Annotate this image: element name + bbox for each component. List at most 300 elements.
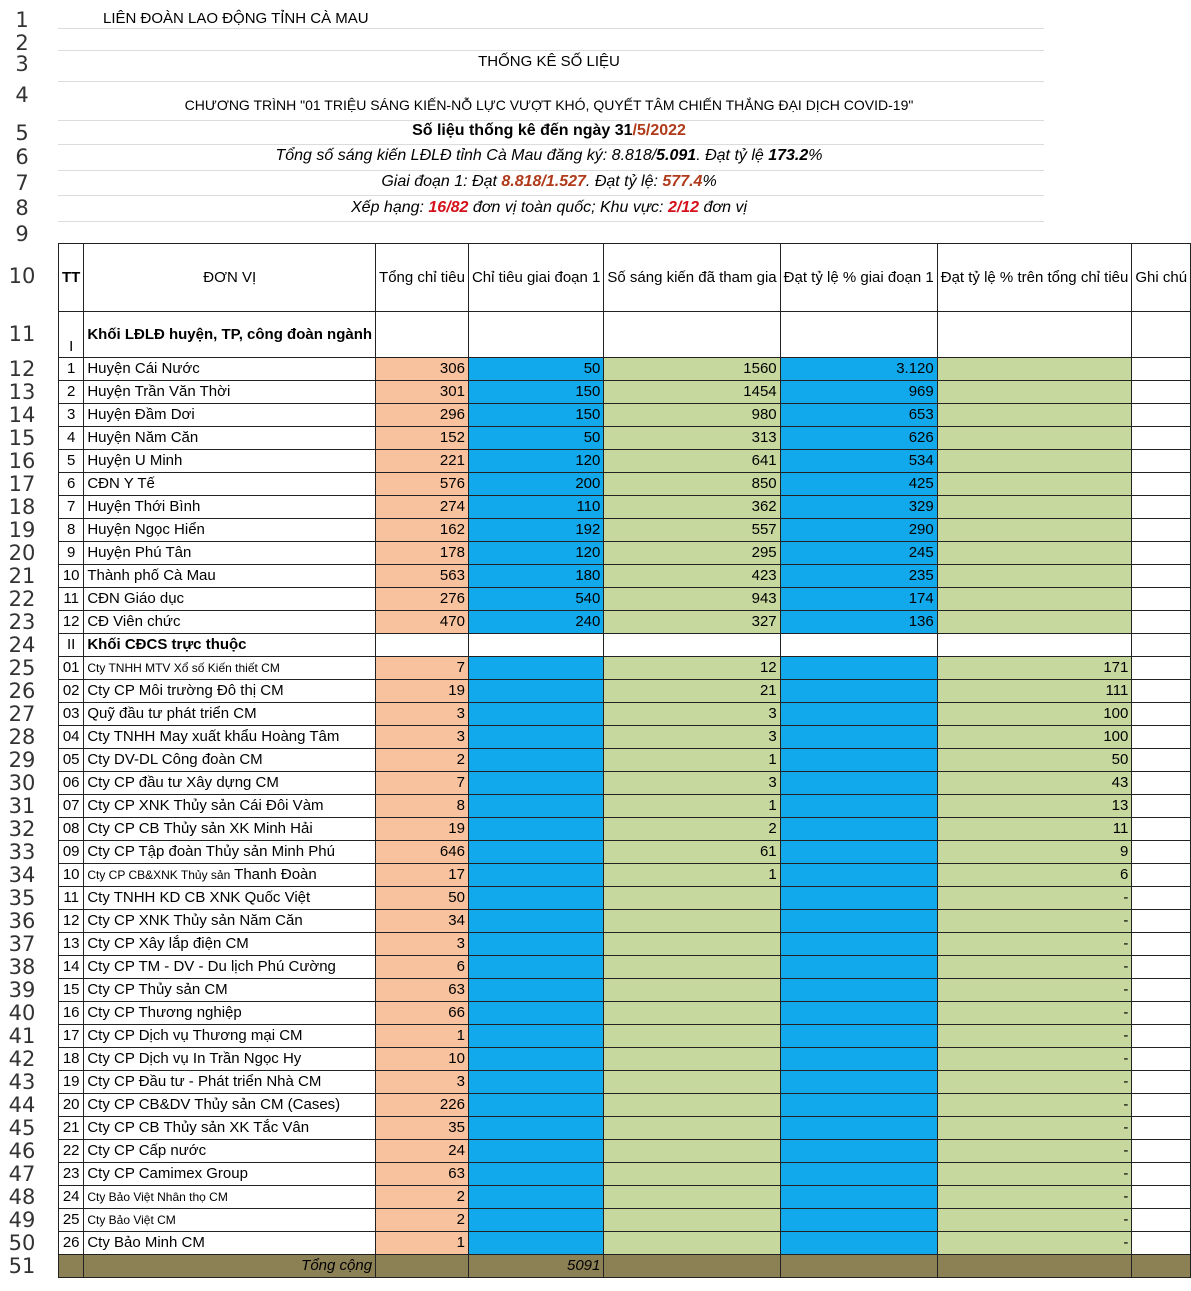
- row-total-target: 50: [376, 887, 469, 910]
- row-phase-rate: 425: [780, 473, 937, 496]
- row-number: 12: [8, 357, 36, 381]
- row-unit-name: Cty CP XNK Thủy sản Năm Căn: [84, 910, 376, 933]
- row-tt: 15: [59, 979, 84, 1002]
- row-unit-name: Cty CP Thương nghiệp: [84, 1002, 376, 1025]
- row-note: [1132, 933, 1191, 956]
- row-note: [1132, 887, 1191, 910]
- row-unit-name: Cty Bảo Việt CM: [84, 1209, 376, 1232]
- row-phase-rate: [780, 1232, 937, 1255]
- col-header-total-rate: Đạt tỷ lệ % trên tổng chỉ tiêu: [937, 244, 1132, 312]
- row-unit-name-rest: Thanh Đoàn: [230, 866, 317, 883]
- row-total-rate: [937, 496, 1132, 519]
- row-phase-target: [468, 910, 603, 933]
- rank-suffix: đơn vị: [699, 199, 747, 216]
- row-tt: 20: [59, 1094, 84, 1117]
- row-unit-name: Cty TNHH May xuất khẩu Hoàng Tâm: [84, 726, 376, 749]
- row-note: [1132, 795, 1191, 818]
- row-number: 4: [15, 83, 29, 107]
- row-total-rate: -: [937, 1002, 1132, 1025]
- row-number: 39: [8, 978, 36, 1002]
- row-total-rate: [937, 473, 1132, 496]
- row-phase-rate: [780, 818, 937, 841]
- row-total-target: 2: [376, 749, 469, 772]
- phase-pct-sign: %: [702, 173, 717, 190]
- row-number: 47: [8, 1162, 36, 1186]
- row-number: 25: [8, 656, 36, 680]
- row-initiatives: 12: [604, 657, 780, 680]
- row-unit-name: Cty CP đầu tư Xây dựng CM: [84, 772, 376, 795]
- row-tt: 12: [59, 910, 84, 933]
- group-roman: I: [59, 312, 84, 358]
- empty-cell: [937, 312, 1132, 358]
- row-total-target: 7: [376, 657, 469, 680]
- row-total-target: 162: [376, 519, 469, 542]
- row-tt: 13: [59, 933, 84, 956]
- row-phase-rate: [780, 1117, 937, 1140]
- row-phase-rate: 3.120: [780, 358, 937, 381]
- row-initiatives: 641: [604, 450, 780, 473]
- row-tt: 05: [59, 749, 84, 772]
- row-total-target: 470: [376, 611, 469, 634]
- row-unit-name: Cty CP CB&DV Thủy sản CM (Cases): [84, 1094, 376, 1117]
- row-tt: 04: [59, 726, 84, 749]
- row-phase-rate: [780, 772, 937, 795]
- row-note: [1132, 841, 1191, 864]
- row-total-target: 63: [376, 979, 469, 1002]
- row-number: 46: [8, 1139, 36, 1163]
- row-note: [1132, 726, 1191, 749]
- row-note: [1132, 772, 1191, 795]
- row-phase-target: 150: [468, 381, 603, 404]
- row-total-rate: [937, 427, 1132, 450]
- row-number: 22: [8, 587, 36, 611]
- row-total-rate: -: [937, 933, 1132, 956]
- row-total-target: 301: [376, 381, 469, 404]
- row-phase-target: [468, 703, 603, 726]
- row-number: 43: [8, 1070, 36, 1094]
- row-phase-target: [468, 749, 603, 772]
- row-total-target: 10: [376, 1048, 469, 1071]
- row-total-rate: 11: [937, 818, 1132, 841]
- row-total-rate: -: [937, 1071, 1132, 1094]
- table-row: [59, 1232, 1191, 1255]
- empty-cell: [937, 634, 1132, 657]
- row-note: [1132, 1140, 1191, 1163]
- row-total-target: 646: [376, 841, 469, 864]
- row-phase-rate: [780, 910, 937, 933]
- row-total-rate: -: [937, 1048, 1132, 1071]
- row-initiatives: [604, 1117, 780, 1140]
- row-initiatives: 1454: [604, 381, 780, 404]
- empty-cell: [780, 634, 937, 657]
- empty-cell: [468, 634, 603, 657]
- row-total-rate: [937, 450, 1132, 473]
- row-phase-rate: 534: [780, 450, 937, 473]
- row-phase-rate: [780, 956, 937, 979]
- grid-line: [58, 170, 1044, 171]
- table-row: [59, 542, 1191, 565]
- row-initiatives: 3: [604, 772, 780, 795]
- table-row: [59, 1025, 1191, 1048]
- row-phase-rate: [780, 749, 937, 772]
- row-total-target: 8: [376, 795, 469, 818]
- row-note: [1132, 680, 1191, 703]
- row-unit-name: Cty CP Dịch vụ In Trần Ngọc Hy: [84, 1048, 376, 1071]
- row-number: 44: [8, 1093, 36, 1117]
- group-name: Khối LĐLĐ huyện, TP, công đoàn ngành: [84, 312, 376, 358]
- row-note: [1132, 542, 1191, 565]
- row-phase-rate: 245: [780, 542, 937, 565]
- row-number: 21: [8, 564, 36, 588]
- row-tt: 12: [59, 611, 84, 634]
- row-note: [1132, 1094, 1191, 1117]
- row-unit-name: CĐN Giáo dục: [84, 588, 376, 611]
- row-total-rate: -: [937, 1209, 1132, 1232]
- row-phase-rate: 136: [780, 611, 937, 634]
- row-initiatives: 327: [604, 611, 780, 634]
- empty-cell: [376, 634, 469, 657]
- table-row: [59, 611, 1191, 634]
- row-tt: 4: [59, 427, 84, 450]
- row-note: [1132, 473, 1191, 496]
- row-phase-rate: [780, 1140, 937, 1163]
- table-row: [59, 749, 1191, 772]
- row-tt: 26: [59, 1232, 84, 1255]
- row-tt: 7: [59, 496, 84, 519]
- row-tt: 5: [59, 450, 84, 473]
- group-row: [59, 312, 1191, 358]
- row-total-target: 3: [376, 726, 469, 749]
- row-phase-target: [468, 772, 603, 795]
- row-unit-name: [84, 864, 376, 887]
- report-title: THỐNG KÊ SỐ LIỆU: [478, 53, 620, 70]
- row-note: [1132, 565, 1191, 588]
- table-row: [59, 1140, 1191, 1163]
- row-phase-target: [468, 1163, 603, 1186]
- row-total-target: 563: [376, 565, 469, 588]
- program-title: CHƯƠNG TRÌNH "01 TRIỆU SÁNG KIẾN-NỖ LỰC VƯỢT KHÓ, QUYẾT TÂM CHIẾN THẮNG ĐẠI DỊCH COVID-19": [184, 97, 914, 113]
- row-note: [1132, 519, 1191, 542]
- row-phase-target: [468, 933, 603, 956]
- row-number: 7: [15, 171, 29, 195]
- row-initiatives: [604, 1186, 780, 1209]
- row-tt: 11: [59, 588, 84, 611]
- row-number: 16: [8, 449, 36, 473]
- row-phase-rate: 969: [780, 381, 937, 404]
- row-tt: 6: [59, 473, 84, 496]
- row-initiatives: 362: [604, 496, 780, 519]
- row-initiatives: [604, 910, 780, 933]
- row-initiatives: [604, 1002, 780, 1025]
- row-number: 10: [8, 264, 36, 288]
- row-unit-name: Cty CP Thủy sản CM: [84, 979, 376, 1002]
- row-total-rate: [937, 565, 1132, 588]
- total-bold: 5.091: [656, 147, 697, 164]
- col-header-unit: ĐƠN VỊ: [84, 244, 376, 312]
- row-total-rate: -: [937, 1140, 1132, 1163]
- row-number: 51: [8, 1254, 36, 1278]
- row-phase-target: [468, 680, 603, 703]
- table-row: [59, 933, 1191, 956]
- row-number: 28: [8, 725, 36, 749]
- row-total-rate: -: [937, 1117, 1132, 1140]
- row-tt: 10: [59, 864, 84, 887]
- total-line: [58, 147, 1040, 165]
- row-tt: 02: [59, 680, 84, 703]
- row-phase-target: 110: [468, 496, 603, 519]
- row-unit-name: CĐN Y Tế: [84, 473, 376, 496]
- row-total-target: 226: [376, 1094, 469, 1117]
- table-row: [59, 588, 1191, 611]
- row-unit-name: Thành phố Cà Mau: [84, 565, 376, 588]
- table-row: [59, 979, 1191, 1002]
- row-phase-rate: [780, 1025, 937, 1048]
- col-header-total-target: Tổng chỉ tiêu: [376, 244, 469, 312]
- row-initiatives: 1: [604, 749, 780, 772]
- row-phase-rate: [780, 1094, 937, 1117]
- row-number: 48: [8, 1185, 36, 1209]
- statistics-table: [58, 243, 1191, 1278]
- table-row: [59, 473, 1191, 496]
- row-phase-target: [468, 1025, 603, 1048]
- row-phase-target: 120: [468, 450, 603, 473]
- row-initiatives: 943: [604, 588, 780, 611]
- table-row: [59, 565, 1191, 588]
- row-number: 11: [8, 322, 36, 346]
- row-note: [1132, 818, 1191, 841]
- row-tt: 09: [59, 841, 84, 864]
- col-header-phase-target: Chỉ tiêu giai đoạn 1: [468, 244, 603, 312]
- row-number: 6: [15, 145, 29, 169]
- row-phase-target: 50: [468, 427, 603, 450]
- empty-cell: [604, 312, 780, 358]
- row-total-rate: 9: [937, 841, 1132, 864]
- total-pct-sign: %: [808, 147, 823, 164]
- row-initiatives: [604, 1094, 780, 1117]
- row-note: [1132, 1186, 1191, 1209]
- total-empty: [937, 1255, 1132, 1278]
- row-number: 36: [8, 909, 36, 933]
- total-tt: [59, 1255, 84, 1278]
- row-unit-name: Cty CP Tập đoàn Thủy sản Minh Phú: [84, 841, 376, 864]
- row-initiatives: 557: [604, 519, 780, 542]
- row-number: 18: [8, 495, 36, 519]
- row-number: 41: [8, 1024, 36, 1048]
- row-note: [1132, 1048, 1191, 1071]
- row-note: [1132, 1025, 1191, 1048]
- row-phase-rate: [780, 657, 937, 680]
- row-total-target: 63: [376, 1163, 469, 1186]
- row-initiatives: 61: [604, 841, 780, 864]
- row-number: 9: [15, 222, 29, 246]
- row-phase-rate: 329: [780, 496, 937, 519]
- row-initiatives: 3: [604, 703, 780, 726]
- table-row: [59, 887, 1191, 910]
- table-row: [59, 1117, 1191, 1140]
- table-row: [59, 1002, 1191, 1025]
- table-row: [59, 1209, 1191, 1232]
- row-total-rate: -: [937, 1163, 1132, 1186]
- total-empty: [780, 1255, 937, 1278]
- total-prefix: Tổng số sáng kiến LĐLĐ tỉnh Cà Mau đăng ký: 8.818/: [275, 147, 657, 164]
- grid-line: [58, 120, 1044, 121]
- table-row: [59, 1163, 1191, 1186]
- row-tt: 17: [59, 1025, 84, 1048]
- row-phase-target: [468, 657, 603, 680]
- row-phase-target: [468, 726, 603, 749]
- row-total-rate: 171: [937, 657, 1132, 680]
- row-total-target: 178: [376, 542, 469, 565]
- row-phase-target: [468, 1186, 603, 1209]
- row-number: 20: [8, 541, 36, 565]
- row-phase-target: [468, 1002, 603, 1025]
- row-phase-rate: [780, 1002, 937, 1025]
- row-initiatives: [604, 933, 780, 956]
- row-unit-name: Cty TNHH MTV Xổ số Kiến thiết CM: [84, 657, 376, 680]
- row-initiatives: 1560: [604, 358, 780, 381]
- row-unit-name: Cty CP CB Thủy sản XK Minh Hải: [84, 818, 376, 841]
- row-unit-name: Huyện U Minh: [84, 450, 376, 473]
- row-total-rate: [937, 519, 1132, 542]
- row-total-rate: [937, 358, 1132, 381]
- row-tt: 9: [59, 542, 84, 565]
- row-total-rate: -: [937, 1025, 1132, 1048]
- table-row: [59, 841, 1191, 864]
- table-row: [59, 1048, 1191, 1071]
- row-total-target: 221: [376, 450, 469, 473]
- row-total-target: 3: [376, 1071, 469, 1094]
- row-total-rate: 50: [937, 749, 1132, 772]
- row-note: [1132, 910, 1191, 933]
- row-note: [1132, 404, 1191, 427]
- total-mid: . Đạt tỷ lệ: [696, 147, 769, 164]
- row-total-rate: [937, 588, 1132, 611]
- row-total-target: 2: [376, 1209, 469, 1232]
- row-total-rate: -: [937, 887, 1132, 910]
- organization-name: LIÊN ĐOÀN LAO ĐỘNG TỈNH CÀ MAU: [103, 10, 369, 27]
- row-phase-rate: [780, 1071, 937, 1094]
- total-row: [59, 1255, 1191, 1278]
- row-phase-target: 180: [468, 565, 603, 588]
- row-phase-target: [468, 1048, 603, 1071]
- row-phase-target: 540: [468, 588, 603, 611]
- row-phase-target: [468, 818, 603, 841]
- row-unit-name: Cty CP Camimex Group: [84, 1163, 376, 1186]
- row-note: [1132, 1117, 1191, 1140]
- phase-prefix: Giai đoạn 1: Đạt: [381, 173, 502, 190]
- row-tt: 07: [59, 795, 84, 818]
- total-label: Tổng cộng: [84, 1255, 376, 1278]
- row-phase-target: [468, 1140, 603, 1163]
- row-phase-rate: [780, 680, 937, 703]
- row-tt: 19: [59, 1071, 84, 1094]
- table-row: [59, 1186, 1191, 1209]
- total-pct: 173.2: [768, 147, 809, 164]
- row-phase-target: 120: [468, 542, 603, 565]
- column-header-row: [59, 244, 1191, 312]
- row-unit-name: Huyện Thới Bình: [84, 496, 376, 519]
- total-empty: [604, 1255, 780, 1278]
- row-number: 17: [8, 472, 36, 496]
- row-number-gutter: [0, 0, 58, 1291]
- row-total-target: 34: [376, 910, 469, 933]
- row-phase-rate: 235: [780, 565, 937, 588]
- row-note: [1132, 1163, 1191, 1186]
- row-number: 34: [8, 863, 36, 887]
- grid-line: [58, 144, 1044, 145]
- row-unit-name-small: Cty CP CB&XNK Thủy sản: [87, 868, 231, 882]
- row-number: 37: [8, 932, 36, 956]
- row-phase-rate: [780, 795, 937, 818]
- row-total-rate: [937, 611, 1132, 634]
- date-suffix: /5/2022: [632, 122, 686, 139]
- row-total-target: 2: [376, 1186, 469, 1209]
- row-number: 45: [8, 1116, 36, 1140]
- row-total-rate: [937, 542, 1132, 565]
- table-row: [59, 818, 1191, 841]
- table-row: [59, 404, 1191, 427]
- row-tt: 24: [59, 1186, 84, 1209]
- row-total-rate: [937, 404, 1132, 427]
- row-phase-target: [468, 1071, 603, 1094]
- row-total-rate: 13: [937, 795, 1132, 818]
- row-number: 32: [8, 817, 36, 841]
- row-note: [1132, 657, 1191, 680]
- row-unit-name: Huyện Trần Văn Thời: [84, 381, 376, 404]
- row-tt: 16: [59, 1002, 84, 1025]
- row-total-rate: 111: [937, 680, 1132, 703]
- col-header-tt: TT: [59, 244, 84, 312]
- table-row: [59, 450, 1191, 473]
- col-header-phase-rate: Đạt tỷ lệ % giai đoạn 1: [780, 244, 937, 312]
- row-unit-name: Huyện Đầm Dơi: [84, 404, 376, 427]
- row-initiatives: [604, 1209, 780, 1232]
- row-unit-name: Cty TNHH KD CB XNK Quốc Việt: [84, 887, 376, 910]
- row-total-rate: [937, 381, 1132, 404]
- row-total-rate: 43: [937, 772, 1132, 795]
- row-number: 2: [15, 31, 29, 55]
- row-initiatives: 21: [604, 680, 780, 703]
- row-note: [1132, 1002, 1191, 1025]
- row-note: [1132, 611, 1191, 634]
- row-unit-name: Huyện Ngọc Hiển: [84, 519, 376, 542]
- phase-pct: 577.4: [662, 173, 703, 190]
- row-phase-rate: [780, 1048, 937, 1071]
- row-total-target: 3: [376, 703, 469, 726]
- row-phase-target: [468, 841, 603, 864]
- row-number: 8: [15, 196, 29, 220]
- rank-region: 2/12: [667, 199, 700, 216]
- empty-cell: [1132, 634, 1191, 657]
- total-target-sum: [376, 1255, 469, 1278]
- row-total-target: 576: [376, 473, 469, 496]
- table-row: [59, 910, 1191, 933]
- row-phase-target: [468, 887, 603, 910]
- empty-cell: [468, 312, 603, 358]
- row-total-rate: -: [937, 956, 1132, 979]
- row-phase-target: [468, 1232, 603, 1255]
- row-total-target: 35: [376, 1117, 469, 1140]
- table-row: [59, 956, 1191, 979]
- row-note: [1132, 1232, 1191, 1255]
- row-phase-target: [468, 795, 603, 818]
- row-note: [1132, 1071, 1191, 1094]
- row-phase-rate: 653: [780, 404, 937, 427]
- phase-mid: . Đạt tỷ lệ:: [585, 173, 663, 190]
- row-unit-name: Huyện Phú Tân: [84, 542, 376, 565]
- table-row: [59, 864, 1191, 887]
- row-initiatives: [604, 1025, 780, 1048]
